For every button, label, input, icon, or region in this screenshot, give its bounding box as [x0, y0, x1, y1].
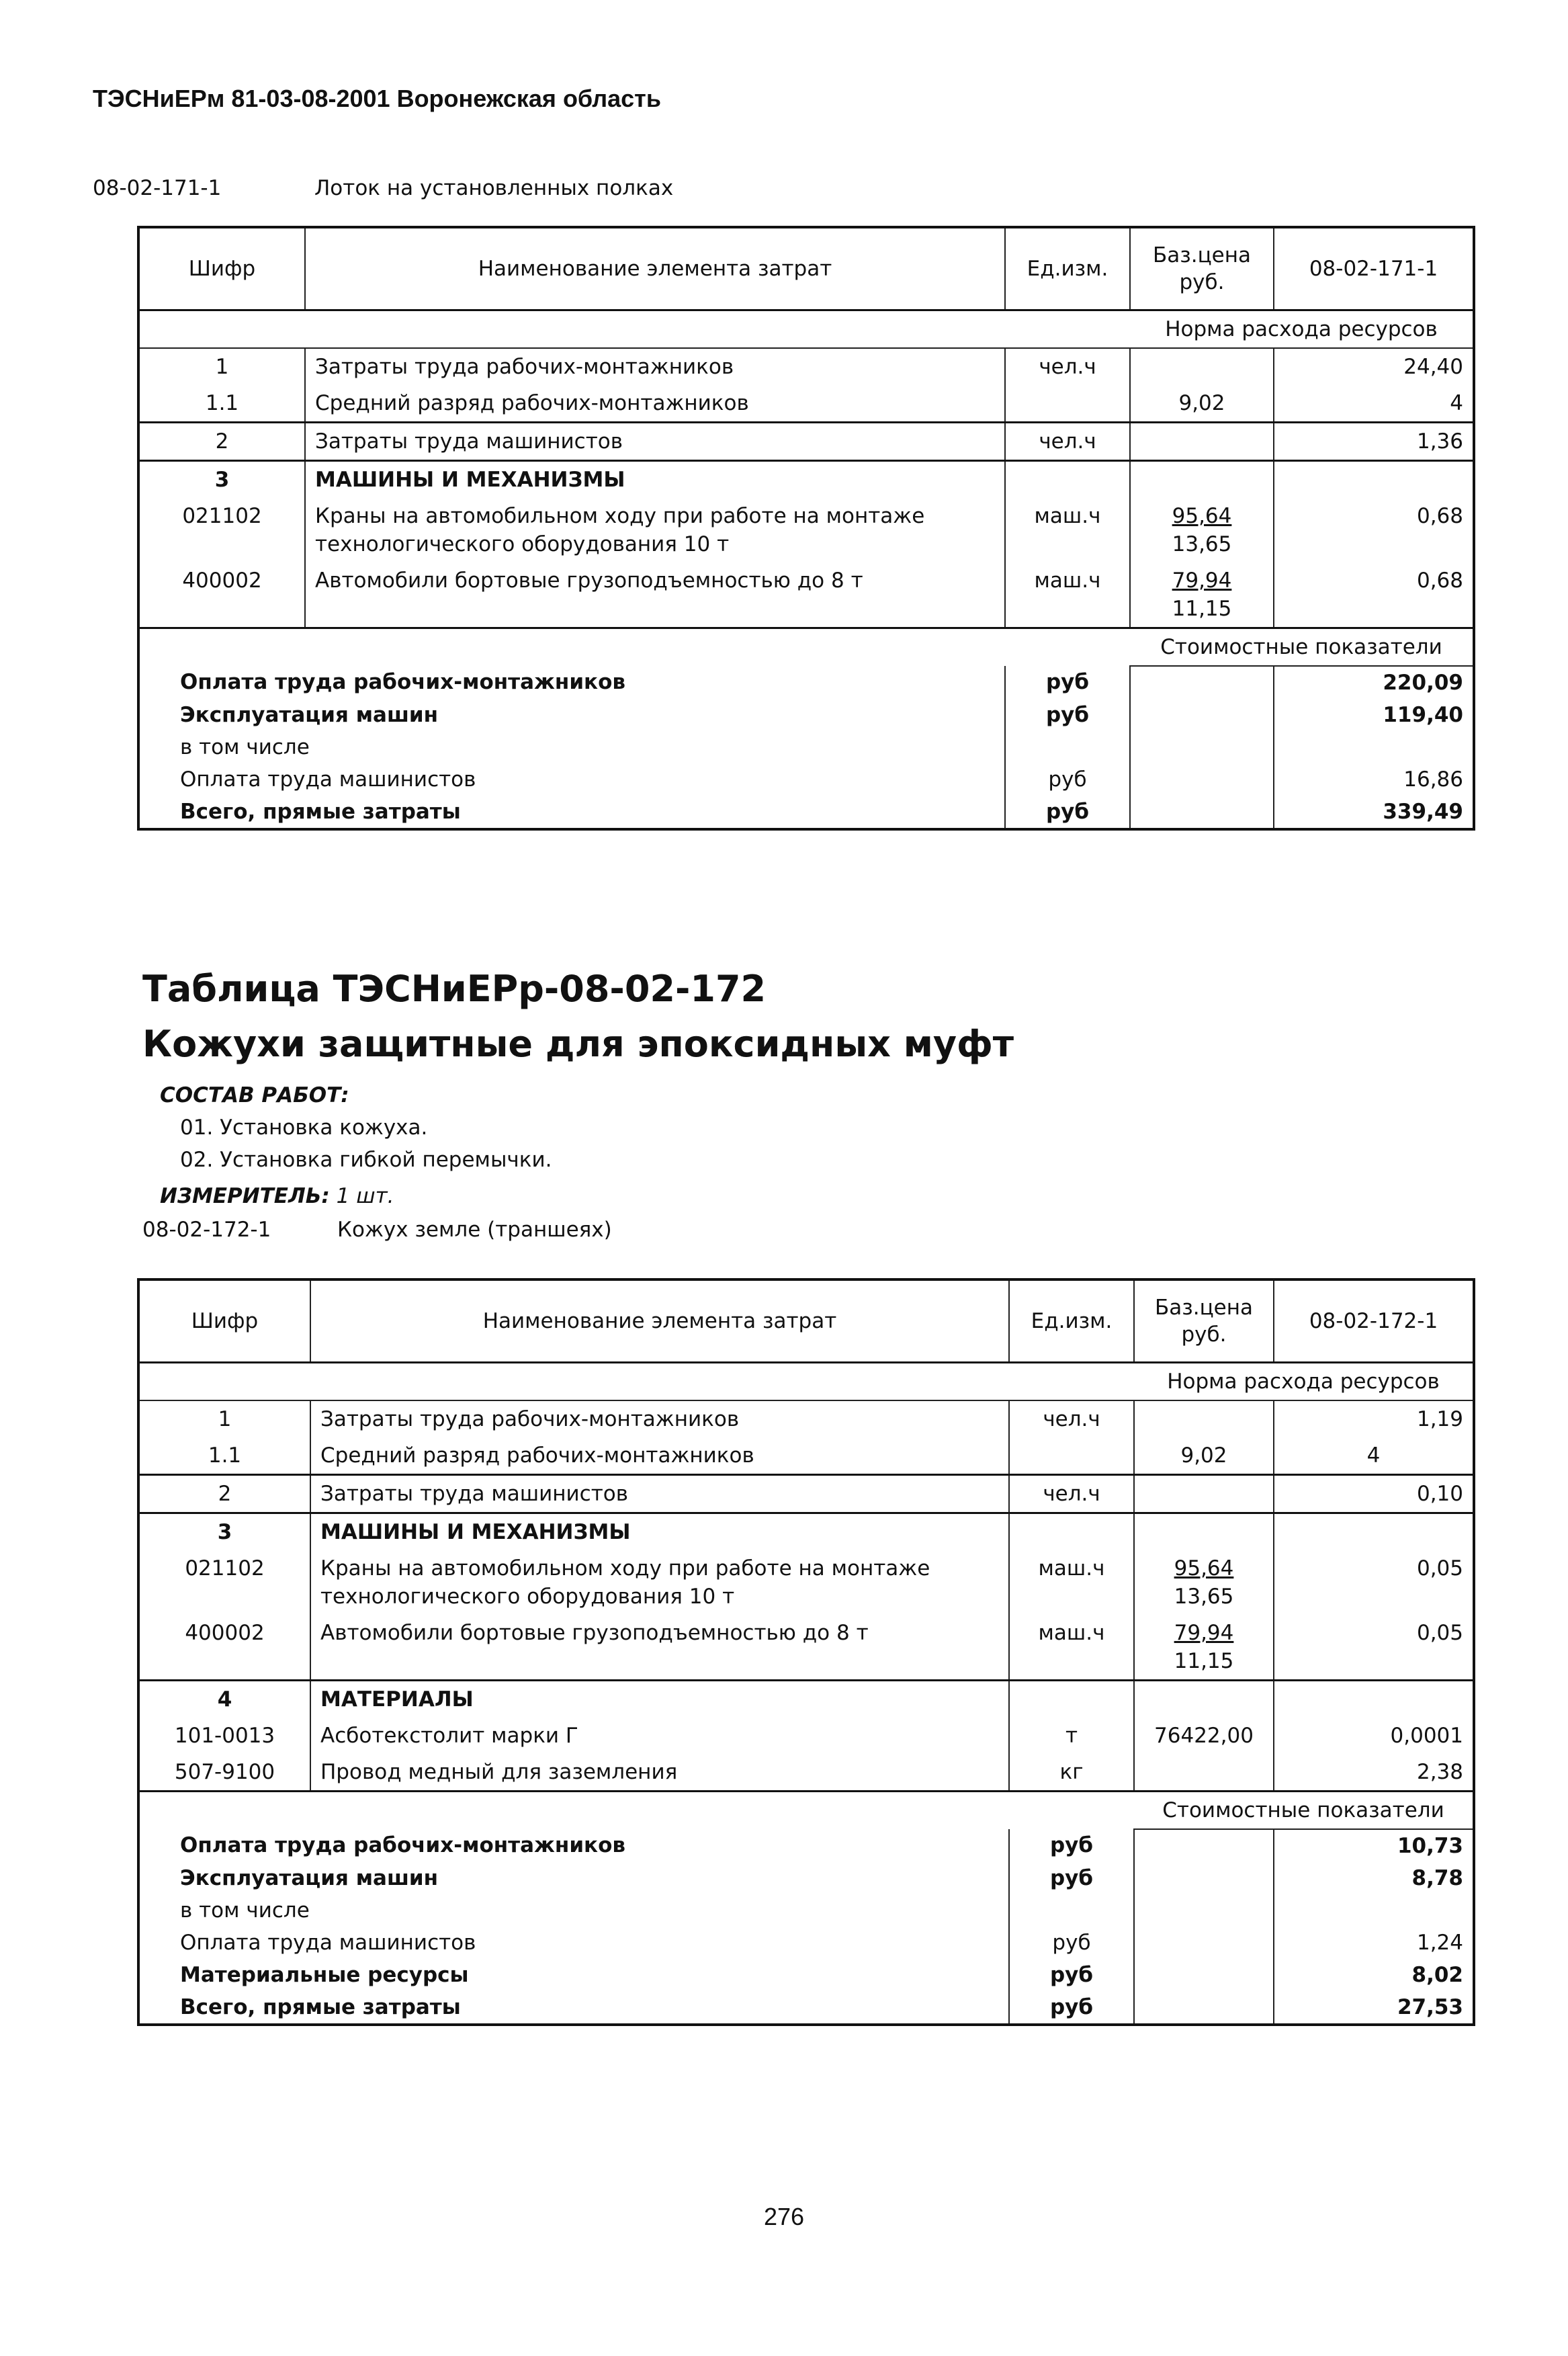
cell-price: [1134, 1475, 1274, 1513]
cell-name: Автомобили бортовые грузоподъемностью до 8 т: [310, 1615, 1009, 1681]
cell-value: 4: [1274, 1437, 1474, 1475]
section2-name: Кожух земле (траншеях): [337, 1218, 612, 1242]
total-value: 220,09: [1274, 666, 1474, 699]
page-number: 276: [763, 2203, 805, 2230]
total-row: [138, 796, 1474, 829]
header-name: Наименование элемента затрат: [305, 227, 1005, 310]
cell-name: Затраты труда рабочих-монтажников: [310, 1400, 1009, 1437]
total-label: Эксплуатация машин: [138, 699, 1005, 731]
cost-band-label: Стоимостные показатели: [1134, 1792, 1474, 1830]
norm-band-label: Норма расхода ресурсов: [1130, 310, 1474, 349]
cell-price: [1130, 423, 1274, 461]
total-unit: руб: [1005, 763, 1130, 796]
cell-name: МАШИНЫ И МЕХАНИЗМЫ: [310, 1513, 1009, 1551]
cell-value: 4: [1274, 385, 1474, 423]
total-label: Материальные ресурсы: [138, 1959, 1009, 1991]
document-header: ТЭСНиЕРм 81-03-08-2001 Воронежская область: [93, 85, 661, 112]
total-value: 339,49: [1274, 796, 1474, 829]
cell-shifr: 2: [138, 423, 305, 461]
total-value: 119,40: [1274, 699, 1474, 731]
table-header-row: [138, 1279, 1474, 1363]
cell-unit: маш.ч: [1005, 498, 1130, 562]
cell-unit: т: [1009, 1718, 1134, 1754]
cell-shifr: 400002: [138, 562, 305, 628]
cell-unit: маш.ч: [1009, 1550, 1134, 1615]
cell-shifr: 507-9100: [138, 1754, 310, 1792]
cell-price: [1130, 348, 1274, 385]
cell-shifr: 021102: [138, 1550, 310, 1615]
table-row: [138, 498, 1474, 562]
cell-price: [1134, 1550, 1274, 1615]
total-row: [138, 1862, 1474, 1894]
price-base: 79,94: [1174, 1621, 1234, 1645]
table-row: [138, 385, 1474, 423]
header-name: Наименование элемента затрат: [310, 1279, 1009, 1363]
cell-shifr: 1.1: [138, 1437, 310, 1475]
cell-shifr: 1.1: [138, 385, 305, 423]
norm-band-row: [138, 310, 1474, 349]
cell-name: МАШИНЫ И МЕХАНИЗМЫ: [305, 461, 1005, 499]
table-row: [138, 1475, 1474, 1513]
total-label: Эксплуатация машин: [138, 1862, 1009, 1894]
cell-price: 76422,00: [1134, 1718, 1274, 1754]
header-unit: Ед.изм.: [1005, 227, 1130, 310]
cell-value: 0,05: [1274, 1615, 1474, 1681]
total-row: [138, 1894, 1474, 1927]
total-unit: [1005, 731, 1130, 763]
table-row: [138, 423, 1474, 461]
table-row: [138, 1718, 1474, 1754]
header-shifr: Шифр: [138, 1279, 310, 1363]
total-value: 1,24: [1274, 1927, 1474, 1959]
cell-name: Средний разряд рабочих-монтажников: [305, 385, 1005, 423]
table-row: [138, 1550, 1474, 1615]
table-row: [138, 461, 1474, 499]
norm-band-label: Норма расхода ресурсов: [1134, 1363, 1474, 1401]
total-unit: руб: [1005, 666, 1130, 699]
header-code: 08-02-172-1: [1274, 1279, 1474, 1363]
cell-value: 0,10: [1274, 1475, 1474, 1513]
price-wage: 13,65: [1172, 532, 1232, 556]
cell-name: Средний разряд рабочих-монтажников: [310, 1437, 1009, 1475]
cell-value: 1,19: [1274, 1400, 1474, 1437]
cell-name: Краны на автомобильном ходу при работе на монтаже технологического оборудования 10 т: [310, 1550, 1009, 1615]
cell-name: Затраты труда рабочих-монтажников: [305, 348, 1005, 385]
table-row: [138, 1513, 1474, 1551]
cell-unit: кг: [1009, 1754, 1134, 1792]
table-row: [138, 1754, 1474, 1792]
price-wage: 11,15: [1172, 597, 1232, 621]
total-unit: руб: [1009, 1862, 1134, 1894]
cell-name: Асботекстолит марки Г: [310, 1718, 1009, 1754]
total-unit: руб: [1009, 1927, 1134, 1959]
cell-unit: [1009, 1437, 1134, 1475]
total-value: 16,86: [1274, 763, 1474, 796]
total-label: Оплата труда машинистов: [138, 763, 1005, 796]
total-row: [138, 666, 1474, 699]
header-price: Баз.цена руб.: [1134, 1279, 1274, 1363]
header-price: Баз.цена руб.: [1130, 227, 1274, 310]
cell-value: 0,68: [1274, 498, 1474, 562]
cell-price: [1134, 1615, 1274, 1681]
table-row: [138, 1681, 1474, 1718]
cost-band-row: [138, 1792, 1474, 1830]
sostav-label: СОСТАВ РАБОТ:: [160, 1083, 349, 1107]
cell-shifr: 1: [138, 348, 305, 385]
total-unit: руб: [1009, 1991, 1134, 2025]
table-row: [138, 348, 1474, 385]
section1-code: 08-02-171-1: [93, 176, 222, 200]
total-row: [138, 1991, 1474, 2025]
cell-price: [1130, 498, 1274, 562]
table-title: Таблица ТЭСНиЕРр-08-02-172: [142, 968, 767, 1010]
total-value: 27,53: [1274, 1991, 1474, 2025]
cell-name: Краны на автомобильном ходу при работе на монтаже технологического оборудования 10 т: [305, 498, 1005, 562]
total-row: [138, 1959, 1474, 1991]
cell-unit: [1005, 385, 1130, 423]
cell-value: 0,68: [1274, 562, 1474, 628]
total-value: 10,73: [1274, 1829, 1474, 1862]
cell-unit: маш.ч: [1009, 1615, 1134, 1681]
total-value: 8,02: [1274, 1959, 1474, 1991]
total-label: Всего, прямые затраты: [138, 796, 1005, 829]
price-wage: 11,15: [1174, 1649, 1234, 1673]
cell-name: МАТЕРИАЛЫ: [310, 1681, 1009, 1718]
izmer-label: ИЗМЕРИТЕЛЬ:: [160, 1184, 330, 1208]
cell-shifr: 3: [138, 1513, 310, 1551]
cell-value: 2,38: [1274, 1754, 1474, 1792]
total-label: в том числе: [138, 1894, 1009, 1927]
header-code: 08-02-171-1: [1274, 227, 1474, 310]
norm-table-2: [137, 1278, 1475, 2026]
cell-shifr: 4: [138, 1681, 310, 1718]
cell-name: Затраты труда машинистов: [305, 423, 1005, 461]
izmer-value: 1 шт.: [336, 1184, 394, 1208]
cell-name: Затраты труда машинистов: [310, 1475, 1009, 1513]
norm-table-1: [137, 226, 1475, 831]
cell-value: 0,05: [1274, 1550, 1474, 1615]
section2-caption: [142, 1218, 612, 1242]
table-row: [138, 1437, 1474, 1475]
cell-value: 1,36: [1274, 423, 1474, 461]
work-item: 02. Установка гибкой перемычки.: [180, 1148, 552, 1172]
total-unit: руб: [1009, 1959, 1134, 1991]
table-row: [138, 1615, 1474, 1681]
total-row: [138, 763, 1474, 796]
cell-price: 9,02: [1130, 385, 1274, 423]
cell-shifr: 2: [138, 1475, 310, 1513]
cell-unit: чел.ч: [1009, 1475, 1134, 1513]
cell-shifr: 3: [138, 461, 305, 499]
total-label: Оплата труда рабочих-монтажников: [138, 1829, 1009, 1862]
cell-shifr: 101-0013: [138, 1718, 310, 1754]
cell-value: 24,40: [1274, 348, 1474, 385]
total-row: [138, 1927, 1474, 1959]
cell-shifr: 1: [138, 1400, 310, 1437]
cell-price: [1134, 1754, 1274, 1792]
total-value: 8,78: [1274, 1862, 1474, 1894]
cell-name: Провод медный для заземления: [310, 1754, 1009, 1792]
cell-name: Автомобили бортовые грузоподъемностью до 8 т: [305, 562, 1005, 628]
table-subtitle: Кожухи защитные для эпоксидных муфт: [142, 1023, 1014, 1065]
cell-price: [1134, 1400, 1274, 1437]
norm-band-row: [138, 1363, 1474, 1401]
total-label: Оплата труда машинистов: [138, 1927, 1009, 1959]
total-row: [138, 699, 1474, 731]
header-unit: Ед.изм.: [1009, 1279, 1134, 1363]
work-item: 01. Установка кожуха.: [180, 1116, 428, 1140]
total-row: [138, 1829, 1474, 1862]
total-unit: руб: [1009, 1829, 1134, 1862]
price-base: 95,64: [1174, 1556, 1234, 1581]
price-base: 79,94: [1172, 569, 1232, 593]
section1-caption: [93, 176, 673, 200]
table-row: [138, 562, 1474, 628]
total-unit: руб: [1005, 796, 1130, 829]
table-row: [138, 1400, 1474, 1437]
cell-shifr: 021102: [138, 498, 305, 562]
total-row: [138, 731, 1474, 763]
price-base: 95,64: [1172, 504, 1232, 528]
section2-code: 08-02-172-1: [142, 1218, 271, 1242]
total-value: [1274, 731, 1474, 763]
section1-name: Лоток на установленных полках: [314, 176, 674, 200]
total-value: [1274, 1894, 1474, 1927]
header-shifr: Шифр: [138, 227, 305, 310]
cell-price: [1130, 562, 1274, 628]
total-label: Оплата труда рабочих-монтажников: [138, 666, 1005, 699]
izmer-line: [160, 1184, 394, 1208]
cell-value: 0,0001: [1274, 1718, 1474, 1754]
table-header-row: [138, 227, 1474, 310]
cost-band-label: Стоимостные показатели: [1130, 628, 1474, 667]
cell-unit: чел.ч: [1009, 1400, 1134, 1437]
cell-unit: маш.ч: [1005, 562, 1130, 628]
cell-unit: чел.ч: [1005, 348, 1130, 385]
cost-band-row: [138, 628, 1474, 667]
total-label: в том числе: [138, 731, 1005, 763]
cell-price: 9,02: [1134, 1437, 1274, 1475]
cell-shifr: 400002: [138, 1615, 310, 1681]
price-wage: 13,65: [1174, 1585, 1234, 1609]
total-label: Всего, прямые затраты: [138, 1991, 1009, 2025]
total-unit: руб: [1005, 699, 1130, 731]
cell-unit: чел.ч: [1005, 423, 1130, 461]
total-unit: [1009, 1894, 1134, 1927]
